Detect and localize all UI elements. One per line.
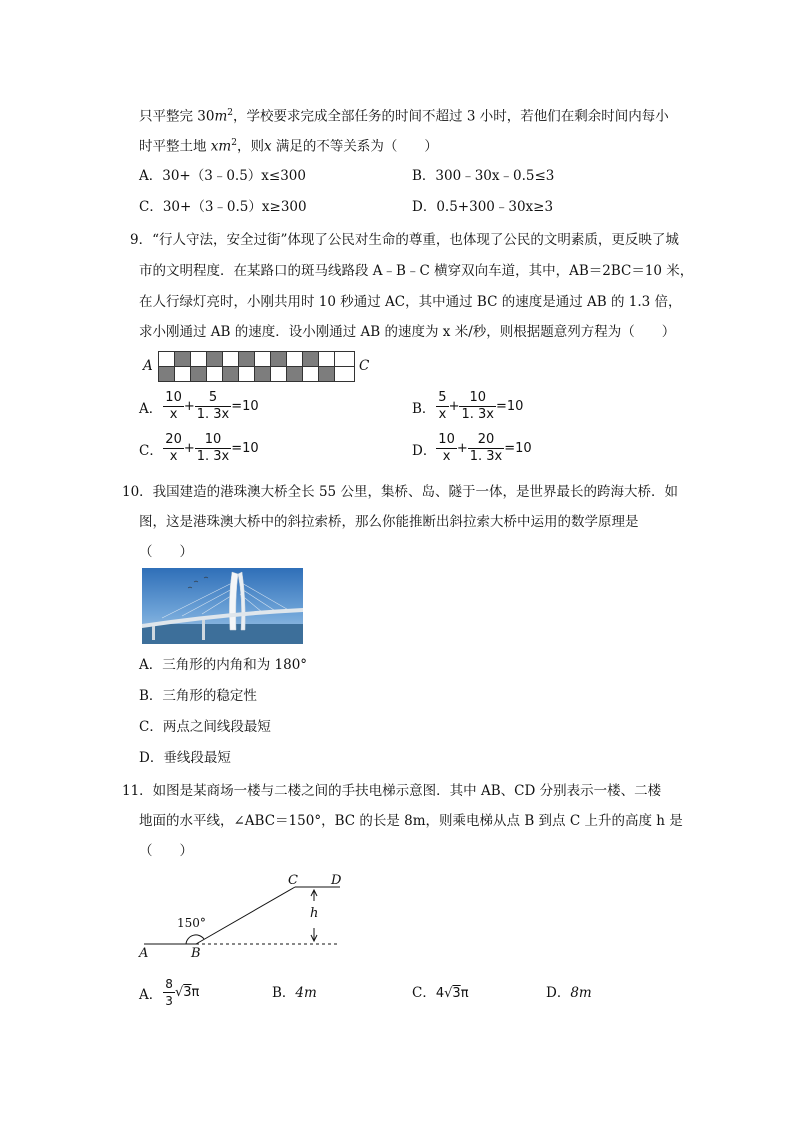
q9-option-d[interactable]: D． $\frac{10}{x}$ + $\frac{20}{1. 3x}$ =10 <box>412 432 532 464</box>
q8-option-b[interactable]: B．300﹣30x﹣0.5≤3 <box>412 168 555 184</box>
q10-option-d[interactable]: D．垂线段最短 <box>139 750 231 766</box>
q9-stem-line2: 市的文明程度．在某路口的斑马线路段 A﹣B﹣C 横穿双向车道，其中，AB＝2BC＝10 米， <box>139 263 694 279</box>
q8-option-c[interactable]: C．30+（3﹣0.5）x≥300 <box>139 199 307 215</box>
q10-option-a[interactable]: A．三角形的内角和为 180° <box>139 657 308 673</box>
q9-fig-label-c: C <box>359 358 370 374</box>
q8-stem-line1: 只平整完 $30m^2$，学校要求完成全部任务的时间不超过 3 小时，若他们在剩余时间内每小 <box>139 108 669 125</box>
q11-fig-label-a: A <box>139 946 149 961</box>
q10-stem-line2: 图，这是港珠澳大桥中的斜拉索桥，那么你能推断出斜拉索大桥中运用的数学原理是 <box>139 514 639 530</box>
q9-stem-line1: 9．“行人守法，安全过街”体现了公民对生命的尊重，也体现了公民的文明素质，更反映了城 <box>130 232 679 248</box>
q10-option-b[interactable]: B．三角形的稳定性 <box>139 688 257 704</box>
zebra-crossing-figure <box>158 351 356 382</box>
q10-option-c[interactable]: C．两点之间线段最短 <box>139 719 271 735</box>
q11-option-a[interactable]: A． $\frac{8}{3}$ √3π <box>139 977 200 1008</box>
q11-stem-line3: （ ） <box>139 843 193 859</box>
q8-option-d[interactable]: D．0.5+300﹣30x≥3 <box>412 199 554 215</box>
q9-option-a[interactable]: A． $\frac{10}{x}$ + $\frac{5}{1. 3x}$ =10 <box>139 390 259 422</box>
escalator-diagram <box>140 868 350 963</box>
q11-fig-label-b: B <box>191 946 201 961</box>
q11-stem-line2: 地面的水平线，∠ABC＝150°，BC 的长是 8m，则乘电梯从点 B 到点 C 上升的高度 h 是 <box>139 813 683 829</box>
q9-stem-line3: 在人行绿灯亮时，小刚共用时 10 秒通过 AC，其中通过 BC 的速度是通过 AB 的 1.3 倍， <box>139 294 682 310</box>
q10-stem-line3: （ ） <box>139 544 193 560</box>
q11-fig-label-d: D <box>331 873 342 888</box>
bridge-photo <box>142 568 303 644</box>
q9-stem-line4: 求小刚通过 AB 的速度．设小刚通过 AB 的速度为 x 米/秒，则根据题意列方程为（ ） <box>139 324 676 340</box>
q10-stem-line1: 10．我国建造的港珠澳大桥全长 55 公里，集桥、岛、隧于一体，是世界最长的跨海大桥．如 <box>122 484 678 500</box>
q9-option-b[interactable]: B． $\frac{5}{x}$ + $\frac{10}{1. 3x}$ =10 <box>412 390 524 422</box>
q11-stem-line1: 11．如图是某商场一楼与二楼之间的手扶电梯示意图．其中 AB、CD 分别表示一楼、二楼 <box>122 783 662 799</box>
q11-option-c[interactable]: C．4√3π <box>412 985 469 1001</box>
q9-fig-label-a: A <box>143 358 153 374</box>
q8-stem-line2: 时平整土地 $xm^2$，则x 满足的不等关系为（ ） <box>139 138 438 155</box>
q11-option-b[interactable]: B．4m <box>272 985 317 1001</box>
q11-fig-label-h: h <box>310 906 319 921</box>
q11-fig-label-c: C <box>288 873 298 888</box>
q8-option-a[interactable]: A．30+（3﹣0.5）x≤300 <box>139 168 306 184</box>
q9-option-c[interactable]: C． $\frac{20}{x}$ + $\frac{10}{1. 3x}$ =10 <box>139 432 259 464</box>
q11-option-d[interactable]: D．8m <box>546 985 592 1001</box>
q11-fig-angle-label: 150° <box>177 916 206 930</box>
